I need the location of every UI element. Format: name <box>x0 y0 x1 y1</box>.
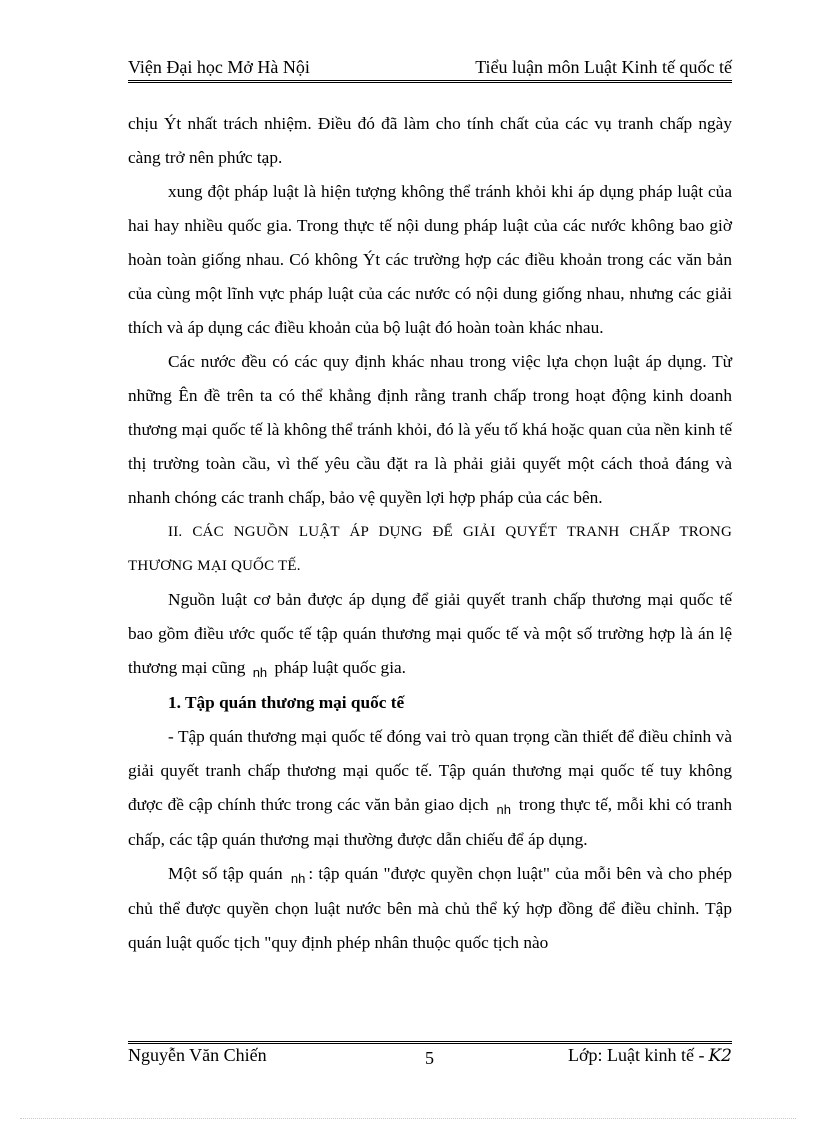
paragraph-6-text-a: Một số tập quán <box>168 864 283 883</box>
paragraph-5-text-b: trong thực tế, mỗi khi có tranh chấp, các tập quán thương mại thường được dẫn chiếu để áp dụng. <box>128 795 732 849</box>
paragraph-3: Các nước đều có các quy định khác nhau trong việc lựa chọn luật áp dụng. Từ những Ên đề trên ta có thể khẳng định rằng tranh chấp trong hoạt động kinh doanh thương mại quốc tế là không thể tránh khỏi, đó là yếu tố khá hoặc quan của nền kinh tế thị trường toàn cầu, vì thế yêu cầu đặt ra là phải giải quyết một cách thoả đáng và nhanh chóng các tranh chấp, bảo vệ quyền lợi hợp pháp của các bên. <box>128 352 732 507</box>
header-title: Tiểu luận môn Luật Kinh tế quốc tế <box>475 57 732 77</box>
paragraph-5-sub: nh <box>496 802 511 817</box>
paragraph-2: xung đột pháp luật là hiện tượng không thể tránh khỏi khi áp dụng pháp luật của hai hay nhiều quốc gia. Trong thực tế nội dung pháp luật của các nước không bao giờ hoàn toàn giống nhau. Có không Ýt các trường hợp các điều khoản trong các văn bản của cùng một lĩnh vực pháp luật của các nước có nội dung giống nhau, nhưng các giải thích và áp dụng các điều khoản của bộ luật đó hoàn toàn khác nhau. <box>128 182 732 337</box>
page-header <box>128 57 732 81</box>
paragraph-5 <box>128 720 732 857</box>
paragraph-4 <box>128 583 732 686</box>
page-bottom-dotted-rule <box>20 1118 796 1119</box>
footer-author: Nguyễn Văn Chiến <box>128 1045 267 1065</box>
document-body <box>128 107 732 960</box>
paragraph-4-text-b: pháp luật quốc gia. <box>274 658 406 677</box>
paragraph-4-sub: nh <box>252 665 268 680</box>
paragraph-1: chịu Ýt nhất trách nhiệm. Điều đó đã làm cho tính chất của các vụ tranh chấp ngày càng trở nên phức tạp. <box>128 114 732 167</box>
footer-class-suffix: K2 <box>708 1046 732 1066</box>
paragraph-6-sub: nh <box>290 871 306 886</box>
header-divider <box>128 80 732 83</box>
footer-divider <box>128 1041 732 1044</box>
paragraph-5-text-a: - Tập quán thương mại quốc tế đóng vai trò quan trọng cần thiết để điều chỉnh và giải quyết tranh chấp thương mại quốc tế. Tập quán thương mại quốc tế tuy không được đề cập chính thức trong các văn bản giao dịch <box>128 727 732 814</box>
header-institution: Viện Đại học Mở Hà Nội <box>128 57 310 77</box>
footer-class-label: Lớp: Luật kinh tế - <box>567 1045 705 1065</box>
subsection-heading-1: 1. Tập quán thương mại quốc tế <box>168 693 405 712</box>
page-footer <box>128 1045 732 1071</box>
section-heading-2: II. CÁC NGUỒN LUẬT ÁP DỤNG ĐỂ GIẢI QUYẾT TRANH CHẤP TRONG THƯƠNG MẠI QUỐC TẾ. <box>128 524 732 574</box>
paragraph-4-text-a: Nguồn luật cơ bản được áp dụng để giải quyết tranh chấp thương mại quốc tế bao gồm điều ước quốc tế tập quán thương mại quốc tế và một số trường hợp là án lệ thương mại cũng <box>128 590 732 677</box>
paragraph-6-text-b: : tập quán "được quyền chọn luật" của mỗi bên và cho phép chủ thể được quyền chọn luật nước bên mà chủ thể ký hợp đồng để điều chỉnh. Tập quán luật quốc tịch "quy định phép nhân thuộc quốc tịch nào <box>128 864 732 952</box>
paragraph-6 <box>128 857 732 960</box>
page-number: 5 <box>425 1048 434 1068</box>
footer-class <box>568 1045 732 1066</box>
